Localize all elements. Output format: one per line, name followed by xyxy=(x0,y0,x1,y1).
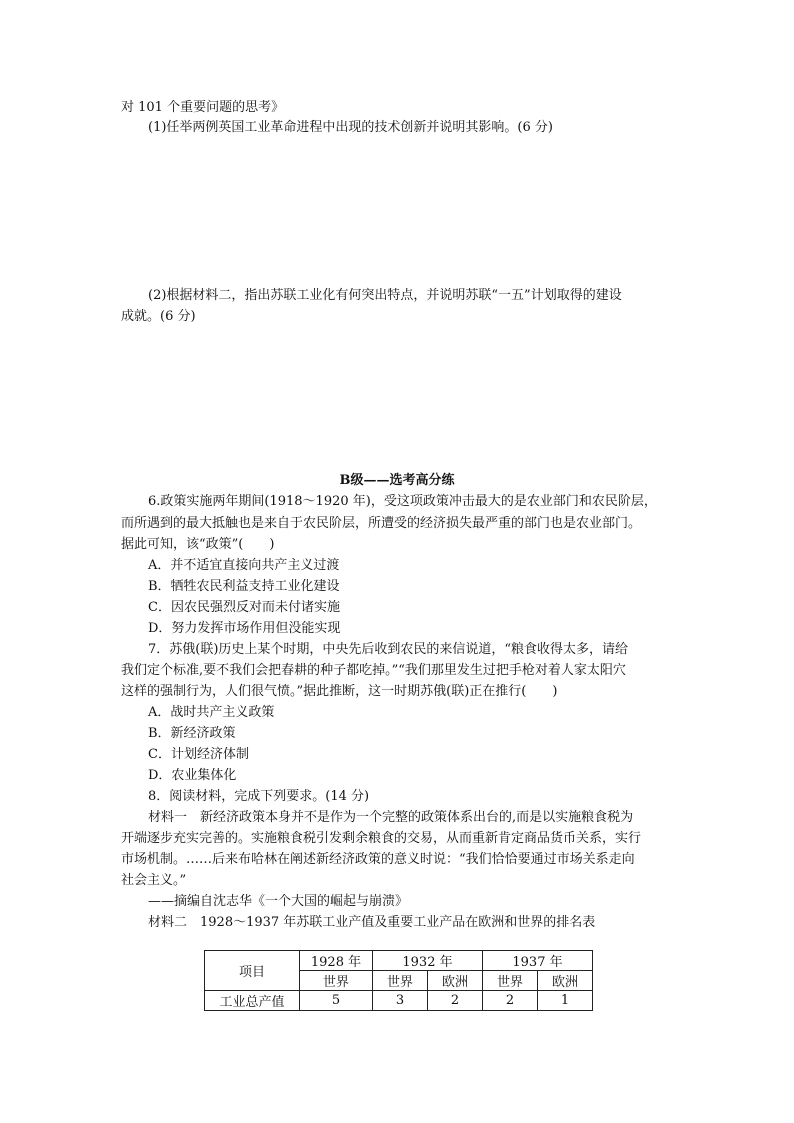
table-header-1932: 1932 年 xyxy=(373,951,483,971)
table-cell: 2 xyxy=(483,991,538,1011)
table-cell: 1 xyxy=(538,991,593,1011)
table-subheader-world-1932: 世界 xyxy=(373,971,428,991)
table-subheader-world-1928: 世界 xyxy=(300,971,373,991)
table-cell: 2 xyxy=(428,991,483,1011)
table-row-label: 工业总产值 xyxy=(205,991,300,1011)
material-1-source: ——摘编自沈志华《一个大国的崛起与崩溃》 xyxy=(148,894,409,909)
q6-line-3: 据此可知，该“政策”( ) xyxy=(121,537,275,552)
question-2-line-1: (2)根据材料二，指出苏联工业化有何突出特点，并说明苏联“一五”计划取得的建设 xyxy=(148,288,622,303)
table-header-1937: 1937 年 xyxy=(483,951,593,971)
q7-line-2: 我们定个标准,要不我们会把春耕的种子都吃掉。”“我们那里发生过把手枪对着人家太阳穴 xyxy=(121,663,626,678)
material-2-title: 材料二 1928～1937 年苏联工业产值及重要工业产品在欧洲和世界的排名表 xyxy=(148,915,596,930)
question-1: (1)任举两例英国工业革命进程中出现的技术创新并说明其影响。(6 分) xyxy=(148,120,553,135)
table-header-1928: 1928 年 xyxy=(300,951,373,971)
ranking-table xyxy=(204,950,593,1011)
table-subheader-europe-1932: 欧洲 xyxy=(428,971,483,991)
table-row xyxy=(205,991,593,1011)
q7-option-b: B．新经济政策 xyxy=(148,726,236,741)
q6-option-d: D．努力发挥市场作用但没能实现 xyxy=(148,621,341,636)
q7-line-3: 这样的强制行为，人们很气愤。”据此推断，这一时期苏俄(联)正在推行( ) xyxy=(121,684,558,699)
question-2-line-2: 成就。(6 分) xyxy=(121,309,196,324)
q7-option-d: D．农业集体化 xyxy=(148,768,237,783)
table-cell: 5 xyxy=(300,991,373,1011)
material-1-line-1: 材料一 新经济政策本身并不是作为一个完整的政策体系出台的,而是以实施粮食税为 xyxy=(148,810,634,825)
q6-line-2: 而所遇到的最大抵触也是来自于农民阶层，所遭受的经济损失最严重的部门也是农业部门。 xyxy=(121,516,642,531)
table-header-item: 项目 xyxy=(205,951,300,991)
material-1-line-2: 开端逐步充实完善的。实施粮食税引发剩余粮食的交易，从而重新肯定商品货币关系，实行 xyxy=(121,831,642,846)
table-cell: 3 xyxy=(373,991,428,1011)
q6-option-b: B．牺牲农民利益支持工业化建设 xyxy=(148,579,340,594)
top-line: 对 101 个重要问题的思考》 xyxy=(121,100,285,115)
material-1-line-3: 市场机制。……后来布哈林在阐述新经济政策的意义时说：“我们恰恰要通过市场关系走向 xyxy=(121,852,635,867)
q6-line-1: 6.政策实施两年期间(1918～1920 年)，受这项政策冲击最大的是农业部门和农民阶层， xyxy=(148,494,657,509)
material-1-line-4: 社会主义。” xyxy=(121,873,187,888)
q7-option-c: C．计划经济体制 xyxy=(148,747,249,762)
q6-option-a: A．并不适宜直接向共产主义过渡 xyxy=(148,558,340,573)
q7-line-1: 7．苏俄(联)历史上某个时期，中央先后收到农民的来信说道，“粮食收得太多，请给 xyxy=(148,642,629,657)
q6-option-c: C．因农民强烈反对而未付诸实施 xyxy=(148,600,340,615)
section-title: B级——选考高分练 xyxy=(339,473,455,488)
table-subheader-world-1937: 世界 xyxy=(483,971,538,991)
q8-line-1: 8．阅读材料，完成下列要求。(14 分) xyxy=(148,789,370,804)
table-subheader-europe-1937: 欧洲 xyxy=(538,971,593,991)
q7-option-a: A．战时共产主义政策 xyxy=(148,705,275,720)
